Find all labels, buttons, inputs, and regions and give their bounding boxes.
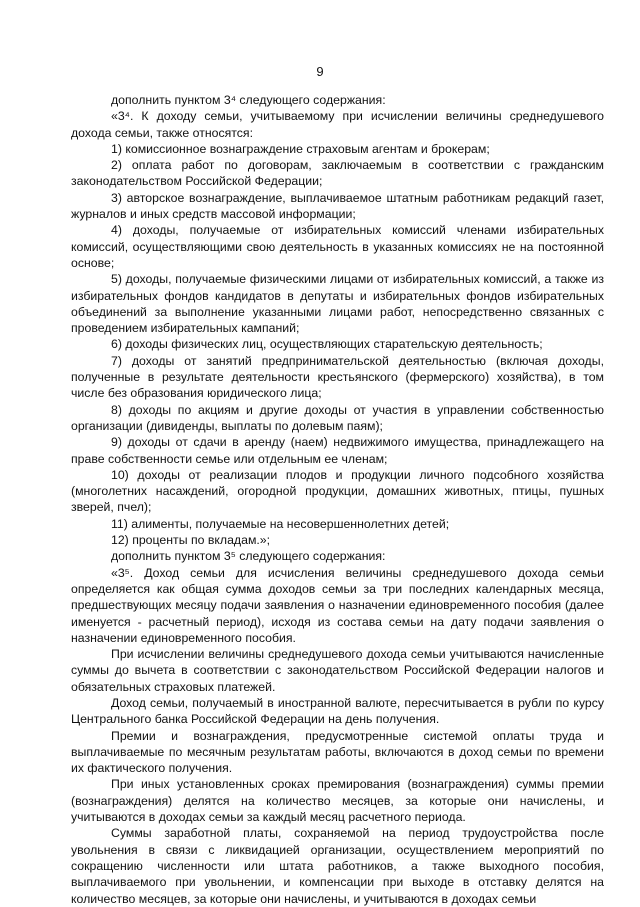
list-item: 5) доходы, получаемые физическими лицами от избирательных комиссий, а также из избирательных фондов кандидатов в депутаты и избирательных фондов избирательных объединений за выполнение указанными лицами работ, непосредственно связанных с проведением избирательных кампаний; [71,272,604,336]
paragraph: «3⁵. Доход семьи для исчисления величины среднедушевого дохода семьи определяется как общая сумма доходов семьи за три последних календарных месяца, предшествующих месяцу подачи заявления о назначении единовременного пособия (далее именуется - расчетный период), исходя из состава семьи на дату подачи заявления о назначении единовременного пособия. [71,565,604,645]
list-item: 12) проценты по вкладам.»; [111,533,271,548]
list-item: 1) комиссионное вознаграждение страховым агентам и брокерам; [111,141,490,156]
list-item: 8) доходы по акциям и другие доходы от участия в управлении собственностью организации (дивиденды, выплаты по долевым паям); [71,402,604,433]
paragraph: дополнить пунктом 3⁴ следующего содержания: [111,93,386,107]
paragraph: дополнить пунктом 3⁵ следующего содержания: [111,549,386,564]
page-number: 9 [316,64,324,79]
list-item: 3) авторское вознаграждение, выплачиваемое штатным работникам редакций газет, журналов и иных средств массовой информации; [71,190,604,222]
paragraph: «3⁴. К доходу семьи, учитываемому при исчислении величины среднедушевого дохода семьи, также относятся: [71,109,604,140]
paragraph: Суммы заработной платы, сохраняемой на период трудоустройства после увольнения в связи с ликвидацией организации, осуществлением мероприятий по сокращению численности или штата работников, а также выходного пособия, выплачиваемого при увольнении, и компенсации при выходе в отставку делятся на количество месяцев, за которые они начислены, и учитываются в доходах семьи [71,826,604,906]
paragraph: При исчислении величины среднедушевого дохода семьи учитываются начисленные суммы до вычета в соответствии с законодательством Российской Федерации налогов и обязательных страховых платежей. [71,647,604,694]
list-item: 10) доходы от реализации плодов и продукции личного подсобного хозяйства (многолетних насаждений, огородной продукции, домашних животных, птицы, пушных зверей, пчел); [71,467,604,515]
paragraph: Доход семьи, получаемый в иностранной валюте, пересчитывается в рубли по курсу Центрального банка Российской Федерации на день получения. [71,695,604,727]
paragraph: Премии и вознаграждения, предусмотренные системой оплаты труда и выплачиваемые по месячным результатам работы, включаются в доход семьи по времени их фактического получения. [71,728,604,776]
list-item: 9) доходы от сдачи в аренду (наем) недвижимого имущества, принадлежащего на праве собственности семье или отдельным ее членам; [71,435,604,466]
document-body [71,92,604,907]
list-item: 6) доходы физических лиц, осуществляющих старательскую деятельность; [111,337,543,352]
paragraph: При иных установленных сроках премирования (вознаграждения) суммы премии (вознаграждения) делятся на количество месяцев, за которые они начислены, и учитываются в доходах семьи за каждый месяц расчетного периода. [71,777,604,825]
list-item: 11) алименты, получаемые на несовершеннолетних детей; [111,516,450,531]
list-item: 2) оплата работ по договорам, заключаемым в соответствии с гражданским законодательством Российской Федерации; [71,158,604,189]
list-item: 7) доходы от занятий предпринимательской деятельностью (включая доходы, полученные в результате деятельности крестьянского (фермерского) хозяйства), в том числе без образования юридического лица; [71,353,604,401]
list-item: 4) доходы, получаемые от избирательных комиссий членами избирательных комиссий, осуществляющими свою деятельность в указанных комиссиях не на постоянной основе; [71,223,604,270]
